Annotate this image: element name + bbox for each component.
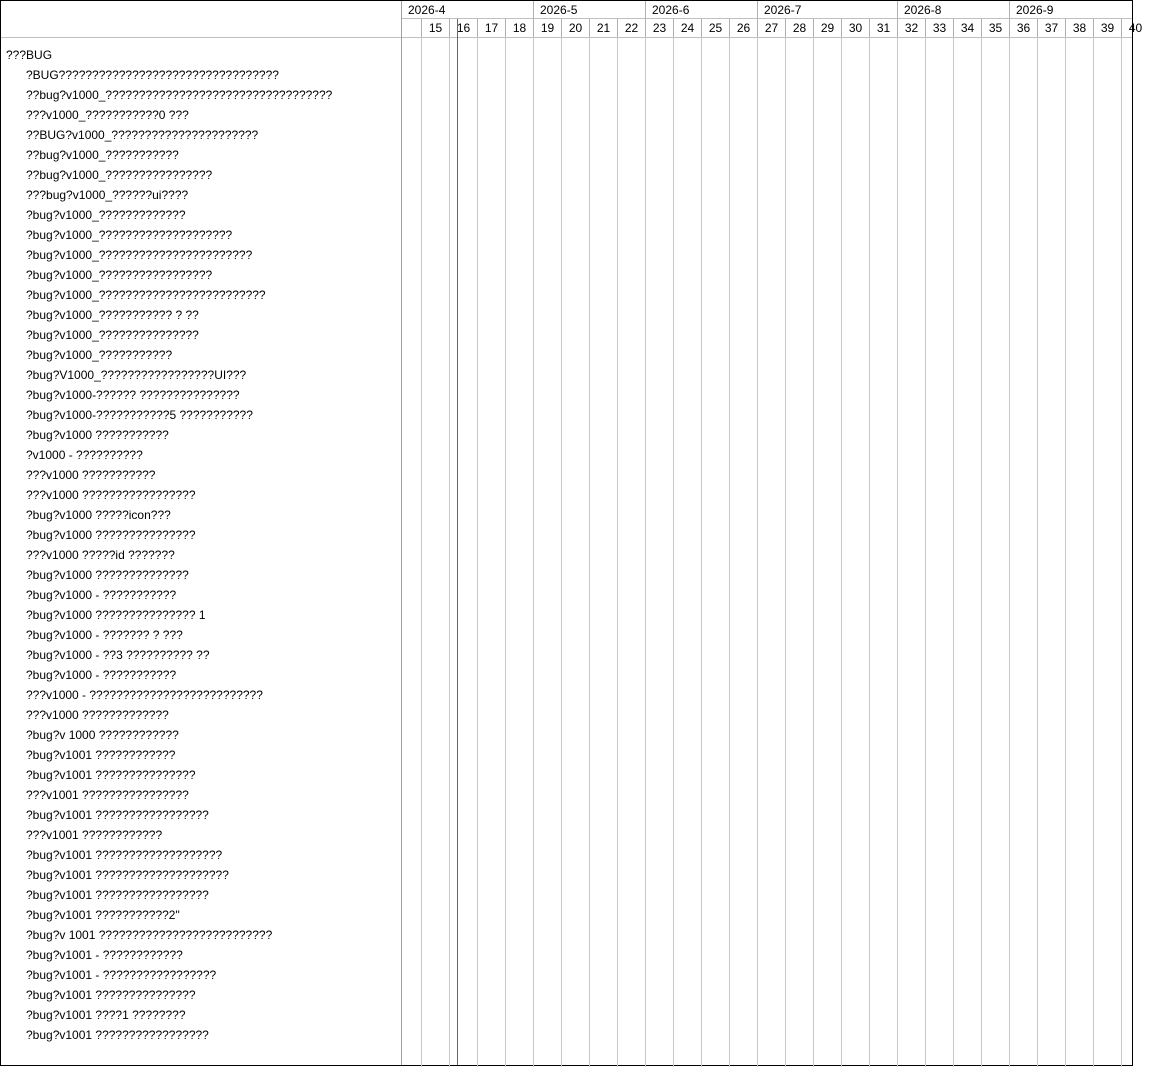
week-header: 34 bbox=[953, 19, 981, 37]
week-gridline bbox=[1093, 37, 1094, 1067]
task-row[interactable]: ??bug?v1000_???????????????? bbox=[26, 168, 213, 182]
week-header: 40 bbox=[1121, 19, 1149, 37]
task-row[interactable]: ?bug?v1001 - ????????????????? bbox=[26, 968, 217, 982]
week-header: 25 bbox=[701, 19, 729, 37]
week-header: 22 bbox=[617, 19, 645, 37]
week-gridline bbox=[925, 37, 926, 1067]
week-gridline bbox=[785, 37, 786, 1067]
week-header: 26 bbox=[729, 19, 757, 37]
task-row[interactable]: ?bug?v1000_??????????????????????? bbox=[26, 248, 253, 262]
task-row[interactable]: ?bug?v1001 ????????????????? bbox=[26, 1028, 209, 1042]
week-gridline bbox=[757, 37, 758, 1067]
week-header: 38 bbox=[1065, 19, 1093, 37]
task-row[interactable]: ?bug?v1001 - ???????????? bbox=[26, 948, 183, 962]
task-row[interactable]: ???v1000_???????????0 ??? bbox=[26, 108, 189, 122]
week-header: 37 bbox=[1037, 19, 1065, 37]
task-row[interactable]: ?bug?v1000-???????????5 ??????????? bbox=[26, 408, 253, 422]
task-row[interactable]: ?bug?v1000-?????? ??????????????? bbox=[26, 388, 240, 402]
week-gridline bbox=[617, 37, 618, 1067]
week-gridline bbox=[561, 37, 562, 1067]
task-row[interactable]: ?bug?v1001 ????????????????? bbox=[26, 888, 209, 902]
task-row[interactable]: ?bug?v1001 ???????????? bbox=[26, 748, 176, 762]
week-header: 21 bbox=[589, 19, 617, 37]
week-header: 29 bbox=[813, 19, 841, 37]
task-row[interactable]: ?bug?v1001 ??????????????????? bbox=[26, 848, 223, 862]
week-gridline bbox=[869, 37, 870, 1067]
task-list-pane bbox=[1, 1, 402, 1065]
month-header: 2026-9 bbox=[1009, 1, 1132, 19]
week-gridline bbox=[589, 37, 590, 1067]
task-row[interactable]: ?bug?v 1000 ???????????? bbox=[26, 728, 179, 742]
task-row[interactable]: ?bug?v1000 - ??????????? bbox=[26, 668, 177, 682]
task-row[interactable]: ???v1000 ?????id ??????? bbox=[26, 548, 175, 562]
week-gridline bbox=[729, 37, 730, 1067]
task-row[interactable]: ?BUG????????????????????????????????? bbox=[26, 68, 279, 82]
week-gridline bbox=[645, 37, 646, 1067]
task-row[interactable]: ?bug?v1000 ??????????????? bbox=[26, 528, 196, 542]
task-row[interactable]: ?bug?v1000 ?????icon??? bbox=[26, 508, 171, 522]
task-row[interactable]: ?bug?v1001 ??????????????? bbox=[26, 988, 196, 1002]
task-row[interactable]: ?bug?v 1001 ?????????????????????????? bbox=[26, 928, 273, 942]
week-gridline bbox=[813, 37, 814, 1067]
task-row[interactable]: ?bug?v1000 - ??3 ?????????? ?? bbox=[26, 648, 210, 662]
week-header: 20 bbox=[561, 19, 589, 37]
task-row[interactable]: ?v1000 - ?????????? bbox=[26, 448, 143, 462]
task-row[interactable]: ??BUG?v1000_?????????????????????? bbox=[26, 128, 259, 142]
task-row[interactable]: ???v1000 ??????????? bbox=[26, 468, 156, 482]
week-gridline bbox=[1121, 37, 1122, 1067]
task-row[interactable]: ???v1000 ????????????? bbox=[26, 708, 169, 722]
task-row[interactable]: ?bug?v1001 ???????????2" bbox=[26, 908, 180, 922]
week-header: 17 bbox=[477, 19, 505, 37]
task-row[interactable]: ?bug?v1000_??????????? ? ?? bbox=[26, 308, 199, 322]
task-row[interactable]: ?bug?v1000 - ??????? ? ??? bbox=[26, 628, 183, 642]
task-row[interactable]: ?bug?v1001 ??????????????? bbox=[26, 768, 196, 782]
task-row[interactable]: ?bug?v1000_??????????? bbox=[26, 348, 173, 362]
task-row[interactable]: ?bug?v1001 ???????????????????? bbox=[26, 868, 229, 882]
week-gridline bbox=[449, 37, 450, 1067]
week-header: 18 bbox=[505, 19, 533, 37]
week-header: 32 bbox=[897, 19, 925, 37]
task-row[interactable]: ???v1001 ???????????? bbox=[26, 828, 163, 842]
task-row[interactable]: ?bug?v1000 ?????????????? bbox=[26, 568, 189, 582]
week-header-empty bbox=[402, 19, 421, 37]
month-header: 2026-5 bbox=[533, 1, 645, 19]
week-gridline bbox=[505, 37, 506, 1067]
month-header: 2026-8 bbox=[897, 1, 1009, 19]
week-header: 30 bbox=[841, 19, 869, 37]
week-gridline bbox=[1009, 37, 1010, 1067]
month-header: 2026-7 bbox=[757, 1, 897, 19]
week-gridline bbox=[477, 37, 478, 1067]
week-gridline bbox=[953, 37, 954, 1067]
task-row[interactable]: ???v1000 ????????????????? bbox=[26, 488, 196, 502]
task-row[interactable]: ?bug?v1000_????????????????? bbox=[26, 268, 213, 282]
task-row[interactable]: ?bug?v1000_???????????????????? bbox=[26, 228, 233, 242]
task-row[interactable]: ???v1001 ???????????????? bbox=[26, 788, 189, 802]
task-list bbox=[1, 45, 401, 1045]
week-gridline bbox=[421, 37, 422, 1067]
task-row[interactable]: ???v1000 - ?????????????????????????? bbox=[26, 688, 263, 702]
task-row[interactable]: ??bug?v1000_?????????????????????????????????? bbox=[26, 88, 333, 102]
task-row[interactable]: ?bug?v1000 ??????????????? 1 bbox=[26, 608, 206, 622]
week-gridline bbox=[1065, 37, 1066, 1067]
task-row[interactable]: ?bug?v1001 ????????????????? bbox=[26, 808, 209, 822]
week-header: 23 bbox=[645, 19, 673, 37]
week-header: 27 bbox=[757, 19, 785, 37]
task-row[interactable]: ?bug?v1000_????????????????????????? bbox=[26, 288, 266, 302]
week-header: 28 bbox=[785, 19, 813, 37]
week-gridline bbox=[701, 37, 702, 1067]
month-header: 2026-6 bbox=[645, 1, 757, 19]
week-header: 24 bbox=[673, 19, 701, 37]
task-row[interactable]: ?bug?v1000 - ??????????? bbox=[26, 588, 177, 602]
task-row[interactable]: ?bug?v1000 ??????????? bbox=[26, 428, 169, 442]
week-header: 16 bbox=[449, 19, 477, 37]
task-row[interactable]: ?bug?V1000_?????????????????UI??? bbox=[26, 368, 247, 382]
task-row[interactable]: ?bug?v1000_????????????? bbox=[26, 208, 186, 222]
month-header: 2026-4 bbox=[402, 1, 533, 19]
week-gridline bbox=[673, 37, 674, 1067]
week-gridline bbox=[1037, 37, 1038, 1067]
week-header: 35 bbox=[981, 19, 1009, 37]
week-gridline bbox=[897, 37, 898, 1067]
task-row[interactable]: ?bug?v1001 ????1 ???????? bbox=[26, 1008, 186, 1022]
week-header: 36 bbox=[1009, 19, 1037, 37]
week-header: 15 bbox=[421, 19, 449, 37]
week-gridline bbox=[841, 37, 842, 1067]
week-gridline bbox=[981, 37, 982, 1067]
week-header: 31 bbox=[869, 19, 897, 37]
timeline-pane bbox=[402, 1, 1143, 1065]
week-header: 33 bbox=[925, 19, 953, 37]
week-header: 19 bbox=[533, 19, 561, 37]
today-marker-line bbox=[457, 19, 458, 1065]
week-gridline bbox=[533, 37, 534, 1067]
week-header: 39 bbox=[1093, 19, 1121, 37]
task-group-row[interactable]: ???BUG bbox=[6, 48, 53, 62]
task-row[interactable]: ???bug?v1000_??????ui???? bbox=[26, 188, 189, 202]
task-row[interactable]: ?bug?v1000_??????????????? bbox=[26, 328, 199, 342]
task-row[interactable]: ??bug?v1000_??????????? bbox=[26, 148, 179, 162]
